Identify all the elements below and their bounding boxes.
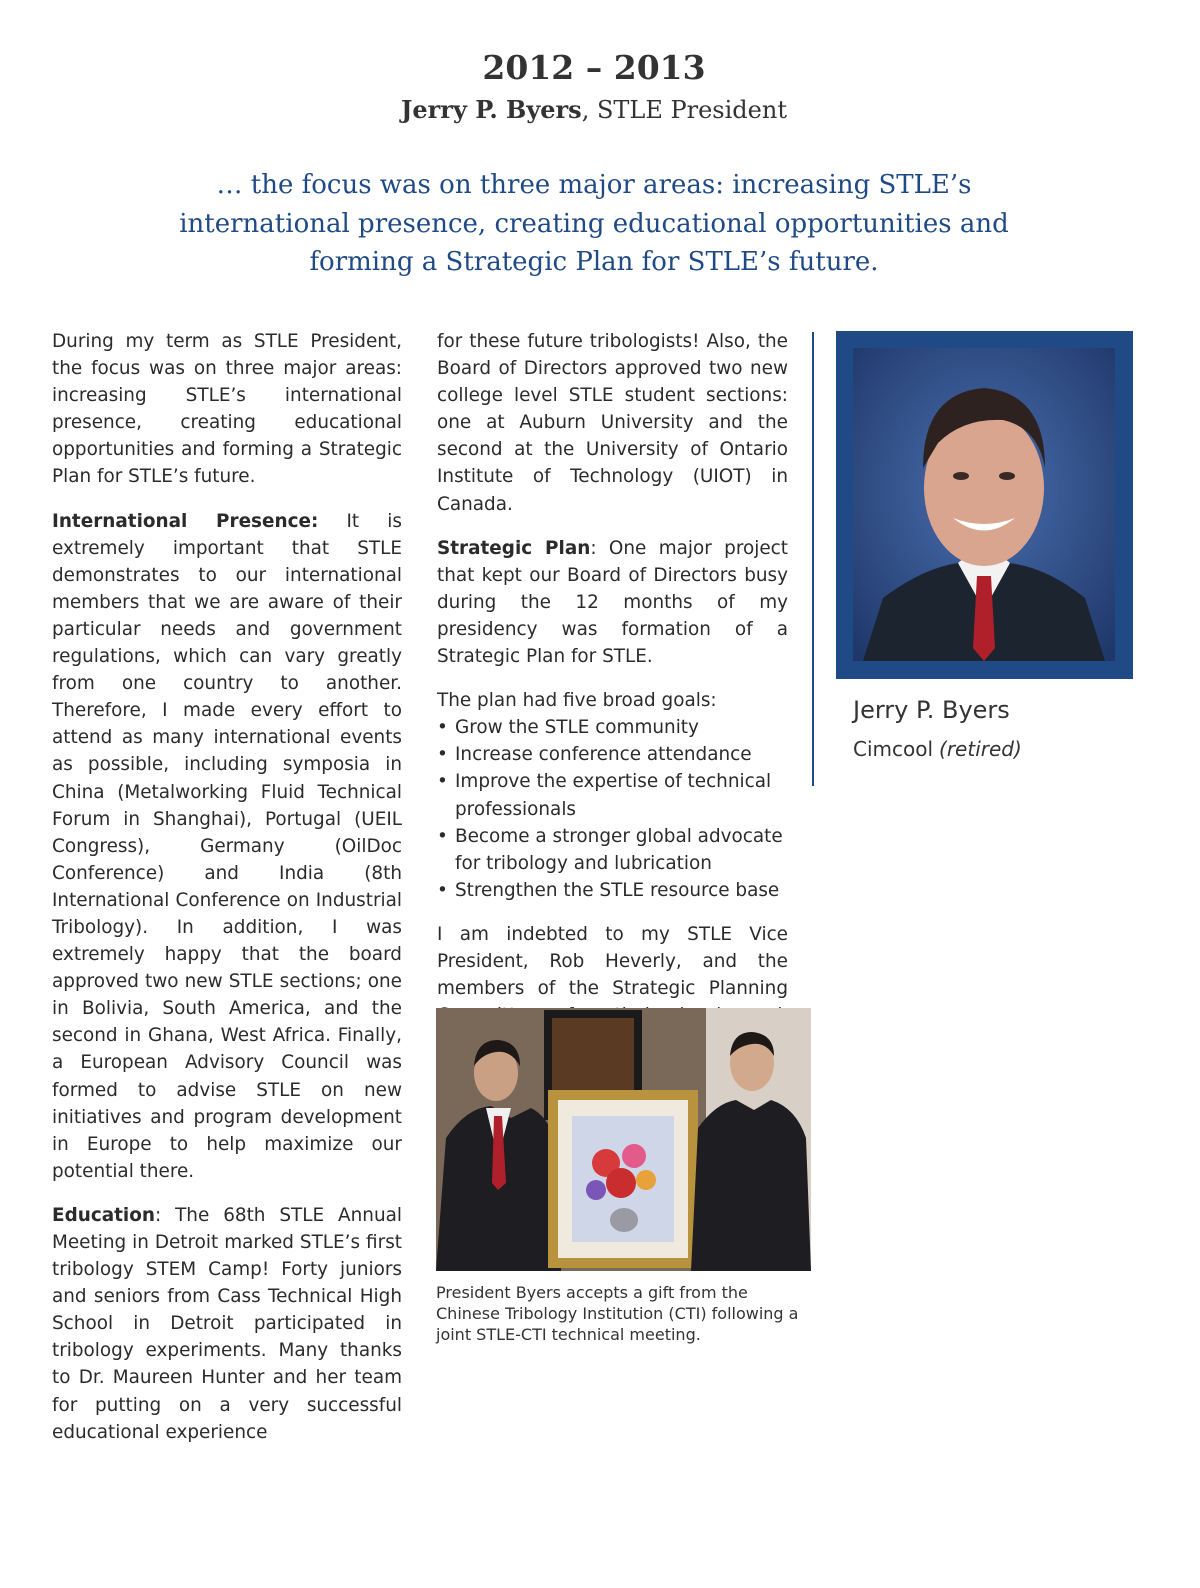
president-name: Jerry P. Byers [401, 95, 582, 124]
page-subtitle [0, 95, 1188, 124]
strategic-paragraph [437, 535, 788, 670]
pull-quote: … the focus was on three major areas: increasing STLE’s international presence, creating educational opportunities and forming a Strategic Plan for STLE’s future. [179, 170, 1009, 277]
goals-list [437, 714, 788, 904]
international-heading: International Presence: [52, 510, 319, 532]
goal-item: • Improve the expertise of technical professionals [437, 768, 788, 822]
intro-paragraph: During my term as STLE President, the focus was on three major areas: increasing STLE’s international presence, creating educational opportunities and forming a Strategic Plan for STLE’s future. [52, 331, 402, 488]
gift-photo [436, 1008, 811, 1271]
column-divider [812, 332, 814, 786]
strategic-heading: Strategic Plan [437, 537, 591, 559]
sidebar-name: Jerry P. Byers [853, 696, 1010, 724]
page-years: 2012 – 2013 [482, 48, 706, 87]
sidebar-status: (retired) [939, 737, 1022, 761]
goal-item: • Grow the STLE community [437, 714, 788, 741]
education-continued-paragraph: for these future tribologists! Also, the Board of Directors approved two new college level STLE student sections: one at Auburn University and the second at the University of Ontario Institute of Technology (UIOT) in Canada. [437, 331, 788, 515]
education-paragraph [52, 1202, 402, 1446]
international-body: It is extremely important that STLE demonstrates to our international members that we are aware of their particular needs and government regulations, which can vary greatly from one country to another. Therefore, I made every effort to attend as many international events as possible, including symposia in China (Metalworking Fluid Technical Forum in Shanghai), Portugal (UEIL Congress), Germany (OilDoc Conference) and India (8th International Conference on Industrial Tribology). In addition, I was extremely happy that the board approved two new STLE sections; one in Bolivia, South America, and the second in Ghana, West Africa. Finally, a European Advisory Council was formed to advise STLE on new initiatives and program development in Europe to help maximize our potential there. [52, 510, 402, 1182]
goal-item: • Strengthen the STLE resource base [437, 877, 788, 904]
goal-item: • Increase conference attendance [437, 741, 788, 768]
goals-intro: The plan had five broad goals: [437, 690, 717, 712]
text-column-1 [52, 328, 402, 1463]
goal-item: • Become a stronger global advocate for tribology and lubrication [437, 823, 788, 877]
international-paragraph [52, 508, 402, 1185]
education-body: : The 68th STLE Annual Meeting in Detroit marked STLE’s first tribology STEM Camp! Forty juniors and seniors from Cass Technical High School in Detroit participated in tribology experiments. Many thanks to Dr. Maureen Hunter and her team for putting on a very successful educational experience [52, 1204, 402, 1443]
strategic-body: : One major project that kept our Board of Directors busy during the 12 months of my presidency was formation of a Strategic Plan for STLE. [437, 537, 788, 668]
photo-caption: President Byers accepts a gift from the Chinese Tribology Institution (CTI) following a joint STLE-CTI technical meeting. [436, 1283, 799, 1344]
president-title: , STLE President [581, 96, 787, 124]
education-heading: Education [52, 1204, 155, 1226]
sidebar-affiliation [853, 737, 1022, 761]
closing-paragraph: I am indebted to my STLE Vice President, Rob Heverly, and the members of the Strategic Planning [437, 923, 788, 1000]
text-column-2 [437, 328, 788, 1100]
sidebar-company: Cimcool [853, 737, 934, 761]
portrait-photo [853, 348, 1115, 661]
portrait-frame [836, 331, 1133, 679]
